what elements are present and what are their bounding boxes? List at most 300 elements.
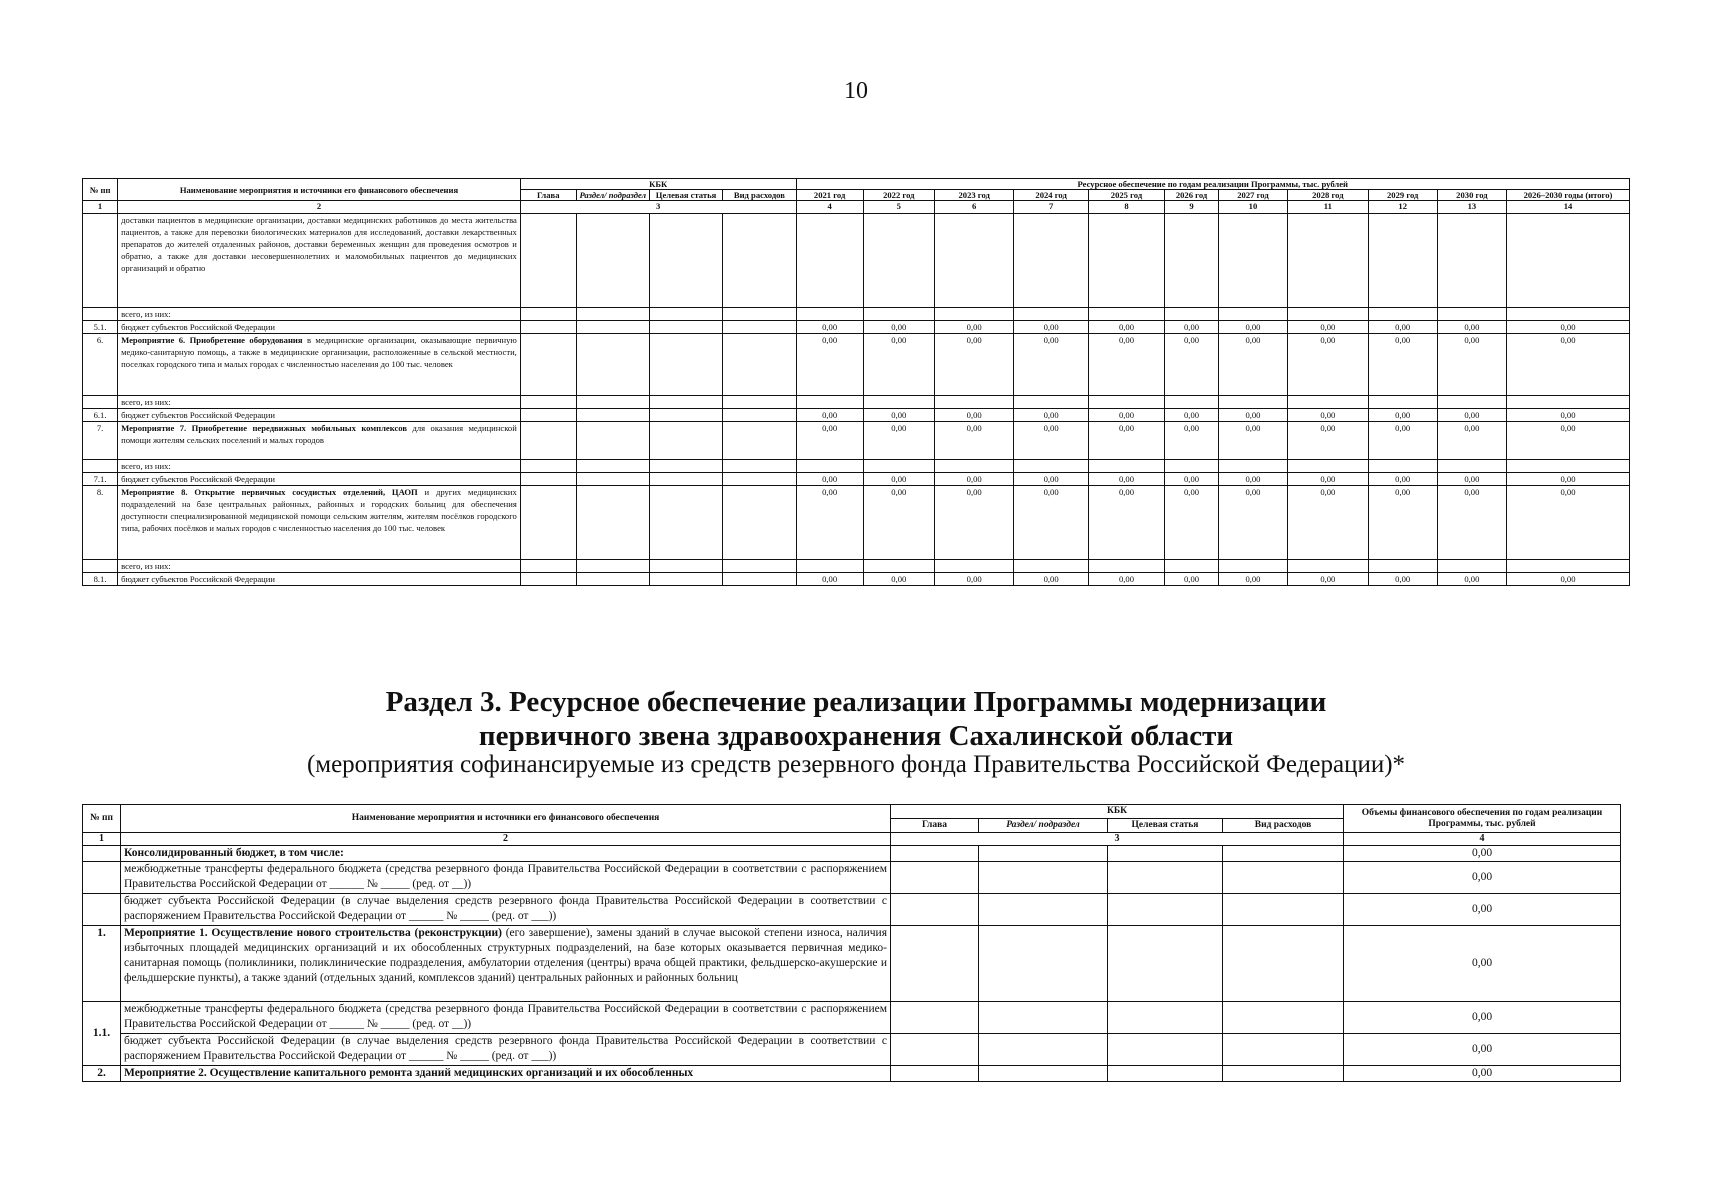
year-value: 0,00 [1165,422,1219,460]
t2-header-volume: Объемы финансового обеспечения по годам реализации Программы, тыс. рублей [1344,805,1621,833]
year-value: 0,00 [863,422,934,460]
t2-kbk-cell [1108,862,1223,894]
kbk-cell [723,321,796,334]
year-value: 0,00 [1014,409,1088,422]
t2-header-name: Наименование мероприятия и источники его финансового обеспечения [121,805,891,833]
kbk-cell [723,560,796,573]
t2-kbk-cell [979,894,1108,926]
t2-column-index: 3 [891,833,1344,846]
year-value: 0,00 [1368,409,1437,422]
t2-row-name-bold: Консолидированный бюджет, в том числе: [124,847,344,859]
year-value: 0,00 [1014,334,1088,396]
year-value [934,460,1014,473]
year-value [1506,308,1629,321]
year-value: 0,00 [1218,422,1287,460]
year-value: 0,00 [1288,486,1369,560]
year-value [796,308,863,321]
year-value [863,560,934,573]
year-value: 0,00 [796,321,863,334]
kbk-cell [649,334,722,396]
table-row [83,460,1630,473]
row-name-bold: Мероприятие 6. Приобретение оборудования [121,335,303,345]
t2-kbk-cell [1108,894,1223,926]
t2-kbk-cell [1223,1002,1344,1034]
t2-row-number: 1. [83,926,121,1002]
t2-kbk-cell [891,1002,979,1034]
column-index: 3 [520,201,796,214]
row-name-text: и других медицинских подразделений на базе центральных районных, районных и городских больниц для обеспечения доступности специализированной медицинской помощи сельским жителям, жителям посёлков городского типа, рабочих посёлков и малых городов с численностью населения до 100 тыс. человек [121,487,517,533]
year-value: 0,00 [1218,486,1287,560]
header-celevaya: Целевая статья [649,190,722,201]
year-value: 0,00 [1088,334,1164,396]
column-index-row [83,201,1630,214]
year-value: 0,00 [934,486,1014,560]
t2-kbk-cell [979,1066,1108,1082]
row-number: 7.1. [83,473,118,486]
year-value: 0,00 [796,334,863,396]
year-value: 0,00 [1165,409,1219,422]
table-row [83,473,1630,486]
header-year: 2021 год [796,190,863,201]
year-value: 0,00 [1218,473,1287,486]
t2-row-name [121,862,891,894]
year-value [1437,214,1506,308]
t2-row-name-text: (его завершение), замены зданий в случае высокой степени износа, наличия избыточных площадей медицинских организаций и их обособленных структурных подразделений, на базе которых оказывается первичная медико-санитарная помощь (поликлиники, поликлинические подразделения, амбулатории отделения (центры) врача общей практики, фельдшерско-акушерские и фельдшерские пункты), а также зданий (отдельных зданий, комплексов зданий) центральных районных и районных больниц [124,927,887,984]
row-number: 7. [83,422,118,460]
kbk-cell [576,409,649,422]
t2-kbk-cell [1108,1066,1223,1082]
t2-row-name-text: межбюджетные трансферты федерального бюджета (средства резервного фонда Правительства Российской Федерации в соответствии с распоряжением Правительства Российской Федерации от ______ № _____ (ред. от __)) [124,863,887,890]
year-value [1218,460,1287,473]
row-name [118,460,521,473]
year-value [1218,396,1287,409]
kbk-cell [649,573,722,586]
year-value [796,214,863,308]
row-name-text: всего, из них: [121,309,171,319]
t2-row-number: 2. [83,1066,121,1082]
year-value: 0,00 [1165,321,1219,334]
t2-volume-value: 0,00 [1344,846,1621,862]
year-value: 0,00 [1288,409,1369,422]
row-number: 5.1. [83,321,118,334]
table-row [83,321,1630,334]
year-value [1014,460,1088,473]
t2-column-index-row [83,833,1621,846]
row-name [118,560,521,573]
header-no: № пп [83,179,118,201]
kbk-cell [576,560,649,573]
column-index: 13 [1437,201,1506,214]
year-value: 0,00 [1506,573,1629,586]
year-value: 0,00 [1368,321,1437,334]
kbk-cell [723,334,796,396]
t2-row-name [121,1066,891,1082]
table-row [83,422,1630,460]
year-value [1288,460,1369,473]
t2-row-name [121,1034,891,1066]
header-year: 2027 год [1218,190,1287,201]
header-year: 2025 год [1088,190,1164,201]
year-value [1288,396,1369,409]
year-value [1437,308,1506,321]
year-value: 0,00 [934,321,1014,334]
year-value: 0,00 [934,334,1014,396]
row-name [118,409,521,422]
t2-header-vid: Вид расходов [1223,819,1344,833]
year-value [1088,308,1164,321]
year-value: 0,00 [1014,573,1088,586]
row-name [118,321,521,334]
row-name-text: всего, из них: [121,561,171,571]
kbk-cell [576,214,649,308]
year-value [934,396,1014,409]
year-value: 0,00 [1437,321,1506,334]
kbk-cell [576,334,649,396]
kbk-cell [649,460,722,473]
year-value: 0,00 [1218,334,1287,396]
kbk-cell [723,473,796,486]
kbk-cell [723,460,796,473]
kbk-cell [649,486,722,560]
year-value [1368,560,1437,573]
header-year: 2026–2030 годы (итого) [1506,190,1629,201]
t2-volume-value: 0,00 [1344,1066,1621,1082]
row-number [83,308,118,321]
year-value: 0,00 [1288,422,1369,460]
year-value: 0,00 [1506,321,1629,334]
year-value [1368,214,1437,308]
year-value [1014,396,1088,409]
year-value: 0,00 [1088,486,1164,560]
year-value [1014,308,1088,321]
t2-kbk-cell [1223,846,1344,862]
t2-table-row [83,926,1621,1002]
kbk-cell [723,573,796,586]
year-value: 0,00 [796,473,863,486]
t2-column-index: 4 [1344,833,1621,846]
column-index: 6 [934,201,1014,214]
year-value [934,214,1014,308]
t2-kbk-cell [1223,1066,1344,1082]
column-index: 4 [796,201,863,214]
year-value [1506,560,1629,573]
year-value [1437,460,1506,473]
year-value: 0,00 [1437,573,1506,586]
year-value: 0,00 [1368,422,1437,460]
row-name-text: бюджет субъектов Российской Федерации [121,322,275,332]
row-name-bold: Мероприятие 8. Открытие первичных сосудистых отделений, ЦАОП [121,487,418,497]
t2-table-row [83,1066,1621,1082]
row-number: 8.1. [83,573,118,586]
t2-header-kbk: КБК [891,805,1344,819]
row-name [118,214,521,308]
year-value: 0,00 [863,321,934,334]
kbk-cell [520,460,576,473]
row-name-text: всего, из них: [121,397,171,407]
year-value: 0,00 [1088,321,1164,334]
row-name-text: бюджет субъектов Российской Федерации [121,574,275,584]
t2-row-name [121,894,891,926]
kbk-cell [576,573,649,586]
t2-volume-value: 0,00 [1344,926,1621,1002]
t2-column-index: 2 [121,833,891,846]
year-value: 0,00 [1437,486,1506,560]
year-value: 0,00 [934,573,1014,586]
kbk-cell [723,308,796,321]
kbk-cell [723,422,796,460]
t2-row-name-bold: Мероприятие 2. Осуществление капитального ремонта зданий медицинских организаций и их обособленных [124,1067,694,1079]
kbk-cell [723,214,796,308]
year-value: 0,00 [1288,321,1369,334]
year-value: 0,00 [1218,409,1287,422]
reserve-fund-table [82,804,1621,1082]
row-name-text: всего, из них: [121,461,171,471]
t2-kbk-cell [979,926,1108,1002]
kbk-cell [520,560,576,573]
t2-row-number [83,894,121,926]
year-value: 0,00 [796,422,863,460]
row-number [83,560,118,573]
row-name [118,422,521,460]
table-row [83,560,1630,573]
table-row [83,396,1630,409]
year-value: 0,00 [1506,409,1629,422]
header-year: 2024 год [1014,190,1088,201]
year-value [863,214,934,308]
table-row [83,486,1630,560]
year-value: 0,00 [1165,486,1219,560]
header-year: 2026 год [1165,190,1219,201]
row-number: 8. [83,486,118,560]
header-year: 2023 год [934,190,1014,201]
row-number [83,396,118,409]
year-value: 0,00 [1368,334,1437,396]
kbk-cell [520,308,576,321]
page-number: 10 [844,78,868,104]
t2-table-row [83,1002,1621,1034]
year-value: 0,00 [934,409,1014,422]
table-row [83,573,1630,586]
kbk-cell [576,396,649,409]
year-value [1165,460,1219,473]
t2-kbk-cell [891,1034,979,1066]
year-value [1288,308,1369,321]
year-value [1088,396,1164,409]
t2-row-name [121,1002,891,1034]
year-value: 0,00 [1506,422,1629,460]
t2-kbk-cell [1223,1034,1344,1066]
year-value [1088,214,1164,308]
year-value [1506,214,1629,308]
row-name [118,573,521,586]
header-year: 2030 год [1437,190,1506,201]
year-value: 0,00 [1088,409,1164,422]
header-vid: Вид расходов [723,190,796,201]
year-value [934,560,1014,573]
year-value: 0,00 [863,473,934,486]
t2-row-name [121,926,891,1002]
year-value: 0,00 [1437,409,1506,422]
year-value: 0,00 [1088,473,1164,486]
year-value [1288,560,1369,573]
year-value: 0,00 [1014,422,1088,460]
kbk-cell [520,473,576,486]
year-value: 0,00 [934,422,1014,460]
year-value: 0,00 [1088,422,1164,460]
row-name-text: бюджет субъектов Российской Федерации [121,474,275,484]
row-number: 6.1. [83,409,118,422]
t2-kbk-cell [891,1066,979,1082]
t2-kbk-cell [979,846,1108,862]
t2-table-row [83,846,1621,862]
kbk-cell [649,321,722,334]
header-glava: Глава [520,190,576,201]
row-name-text: для оказания медицинской помощи жителям сельских поселений и малых городов [121,423,517,445]
column-index: 8 [1088,201,1164,214]
year-value [1165,560,1219,573]
kbk-cell [649,214,722,308]
t2-row-name-text: межбюджетные трансферты федерального бюджета (средства резервного фонда Правительства Российской Федерации в соответствии с распоряжением Правительства Российской Федерации от ______ № _____ (ред. от __)) [124,1003,887,1030]
year-value [934,308,1014,321]
t2-kbk-cell [979,1002,1108,1034]
year-value [796,460,863,473]
year-value: 0,00 [796,409,863,422]
header-year: 2022 год [863,190,934,201]
kbk-cell [576,486,649,560]
kbk-cell [576,422,649,460]
year-value [863,460,934,473]
year-value [1368,308,1437,321]
year-value: 0,00 [1506,486,1629,560]
header-kbk: КБК [520,179,796,190]
table-row [83,214,1630,308]
column-index: 7 [1014,201,1088,214]
year-value: 0,00 [1368,486,1437,560]
column-index: 9 [1165,201,1219,214]
t2-header-razdel: Раздел/ подраздел [979,819,1108,833]
t2-row-name-bold: Мероприятие 1. Осуществление нового строительства (реконструкции) [124,927,502,939]
year-value: 0,00 [796,486,863,560]
year-value [1218,214,1287,308]
t2-row-name [121,846,891,862]
year-value: 0,00 [934,473,1014,486]
row-number [83,460,118,473]
t2-column-index: 1 [83,833,121,846]
year-value: 0,00 [1437,473,1506,486]
year-value: 0,00 [1014,321,1088,334]
table-row [83,409,1630,422]
year-value [863,308,934,321]
kbk-cell [649,396,722,409]
t2-table-row [83,1034,1621,1066]
section-title-line2: первичного звена здравоохранения Сахалинской области [478,720,1234,752]
kbk-cell [576,308,649,321]
t2-kbk-cell [891,894,979,926]
year-value: 0,00 [796,573,863,586]
header-resource: Ресурсное обеспечение по годам реализации Программы, тыс. рублей [796,179,1629,190]
header-year: 2028 год [1288,190,1369,201]
year-value: 0,00 [1165,334,1219,396]
year-value: 0,00 [1506,473,1629,486]
year-value: 0,00 [1368,473,1437,486]
year-value: 0,00 [1506,334,1629,396]
row-name-bold: Мероприятие 7. Приобретение передвижных мобильных комплексов [121,423,408,433]
table-row [83,334,1630,396]
year-value: 0,00 [863,573,934,586]
kbk-cell [576,473,649,486]
column-index: 12 [1368,201,1437,214]
year-value [1437,396,1506,409]
t2-volume-value: 0,00 [1344,1002,1621,1034]
kbk-cell [520,396,576,409]
kbk-cell [520,409,576,422]
t2-header-no: № пп [83,805,121,833]
year-value [1368,460,1437,473]
year-value [1368,396,1437,409]
year-value: 0,00 [1165,473,1219,486]
year-value [1437,560,1506,573]
kbk-cell [520,573,576,586]
year-value [1088,460,1164,473]
kbk-cell [649,409,722,422]
header-year: 2029 год [1368,190,1437,201]
t2-row-name-text: бюджет субъекта Российской Федерации (в случае выделения средств резервного фонда Правительства Российской Федерации в соответствии с распоряжением Правительства Российской Федерации от ______ № _____ (ред. от ___)) [124,895,887,922]
t2-kbk-cell [1223,862,1344,894]
t2-header-glava: Глава [891,819,979,833]
year-value: 0,00 [1218,321,1287,334]
row-number: 6. [83,334,118,396]
t2-row-number [83,846,121,862]
year-value: 0,00 [863,486,934,560]
row-name-text: доставки пациентов в медицинские организации, доставки медицинских работников до места жительства пациентов, а также для перевозки биологических материалов для исследований, доставки лекарственных препаратов до жителей отдаленных районов, доставки беременных женщин для проведения осмотров и обратно, а также для доставки несовершеннолетних и маломобильных пациентов до медицинских организаций и обратно [121,215,517,273]
year-value [1014,560,1088,573]
t2-kbk-cell [1108,1034,1223,1066]
t2-volume-value: 0,00 [1344,862,1621,894]
year-value: 0,00 [1218,573,1287,586]
kbk-cell [576,460,649,473]
row-name-text: в медицинские организации, оказывающие первичную медико-санитарную помощь, а также в медицинские организации, расположенные в сельской местности, поселках городского типа и малых городах с численностью населения до 100 тыс. человек [121,335,517,369]
row-number [83,214,118,308]
year-value: 0,00 [1014,473,1088,486]
t2-volume-value: 0,00 [1344,1034,1621,1066]
kbk-cell [520,321,576,334]
column-index: 10 [1218,201,1287,214]
t2-kbk-cell [1223,894,1344,926]
year-value: 0,00 [1437,334,1506,396]
kbk-cell [576,321,649,334]
year-value [863,396,934,409]
kbk-cell [520,214,576,308]
year-value: 0,00 [1288,473,1369,486]
kbk-cell [649,560,722,573]
row-name [118,486,521,560]
kbk-cell [520,486,576,560]
t2-kbk-cell [1223,926,1344,1002]
t2-kbk-cell [979,862,1108,894]
t2-kbk-cell [891,862,979,894]
kbk-cell [649,473,722,486]
year-value: 0,00 [1165,573,1219,586]
column-index: 14 [1506,201,1629,214]
year-value: 0,00 [1014,486,1088,560]
row-name [118,308,521,321]
year-value [1218,308,1287,321]
year-value [1014,214,1088,308]
t2-row-number [83,862,121,894]
year-value: 0,00 [863,334,934,396]
year-value [1506,460,1629,473]
header-name: Наименование мероприятия и источники его финансового обеспечения [118,179,521,201]
